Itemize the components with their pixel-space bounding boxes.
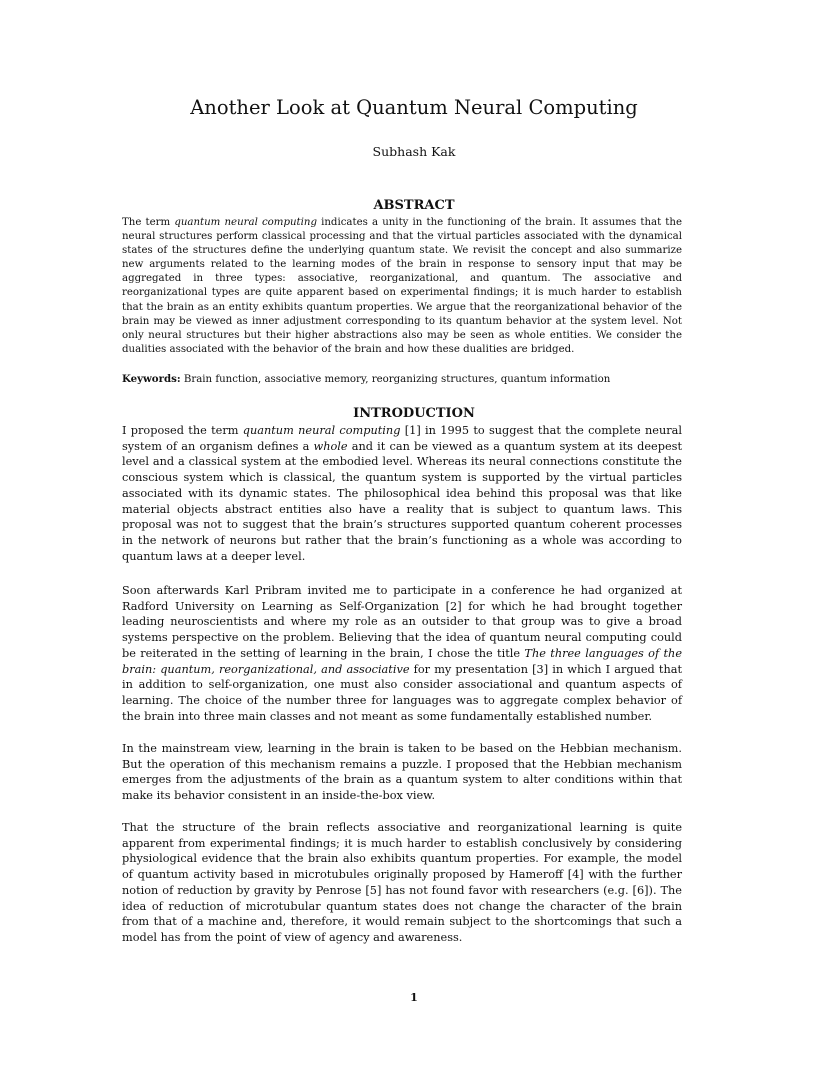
- intro-paragraph-3: In the mainstream view, learning in the brain is taken to be based on the Hebbian mechanism. But the operation of this mechanism remains a puzzle. I proposed that the Hebbian mechanism emerges from the adjustments of the brain as a quantum system to alter conditions within that make its behavior consistent in an inside-the-box view.: [122, 742, 682, 803]
- abstract-emphasis: quantum neural computing: [174, 217, 317, 228]
- introduction-heading: INTRODUCTION: [353, 406, 475, 421]
- paragraph-text: I proposed the term: [122, 424, 243, 437]
- paragraph-emphasis: The three languages of the brain: quantum, reorganizational, and associative: [122, 646, 683, 676]
- paragraph-text: Soon afterwards Karl Pribram invited me to participate in a conference he had organized at Radford University on Learning as Self-Organization [2] for which he had brought together leading neuroscientists and where my role as an outsider to that group was to give a broad systems perspective on the problem. Believing that the idea of quantum neural computing could be reiterated in the setting of learning in the brain, I chose the title: [122, 584, 682, 660]
- keywords-label: Keywords:: [122, 373, 181, 385]
- intro-paragraph-1: [122, 423, 682, 564]
- paragraph-text: [1] in 1995 to suggest that the complete neural system of an organism defines a: [122, 424, 682, 453]
- abstract-text-part: indicates a unity in the functioning of the brain. It assumes that the neural structures perform classical processing and that the virtual particles associated with the dynamical states of the structures define the underlying quantum state. We revisit the concept and also summarize new arguments related to the learning modes of the brain in response to sensory input that may be aggregated in three types: associative, reorganizational, and quantum. The associative and reorganizational types are quite apparent based on experimental findings; it is much harder to establish that the brain as an entity exhibits quantum properties. We argue that the reorganizational behavior of the brain may be viewed as inner adjustment corresponding to its quantum behavior at the system level. Not only neural structures but their higher abstractions also may be seen as whole entities. We consider the dualities associated with the behavior of the brain and how these dualities are bridged.: [122, 217, 682, 355]
- page-number: 1: [410, 991, 418, 1004]
- abstract-text: [122, 216, 682, 357]
- paragraph-text: for my presentation [3] in which I argued that in addition to self-organization, one must also consider associational and quantum aspects of learning. The choice of the number three for languages was to aggregate complex behavior of the brain into three main classes and not meant as some fundamentally established number.: [122, 662, 682, 723]
- paragraph-emphasis: quantum neural computing: [242, 424, 401, 437]
- abstract-text-part: The term: [122, 217, 175, 228]
- keywords-list: Brain function, associative memory, reorganizing structures, quantum information: [180, 374, 611, 385]
- paragraph-text: and it can be viewed as a quantum system at its deepest level and a classical system at the embodied level. Whereas its neural connections constitute the conscious system which is classical, the quantum system is supported by the virtual particles associated with its dynamic states. The philosophical idea behind this proposal was that like material objects abstract entities also have a reality that is subject to quantum laws. This proposal was not to suggest that the brain’s structures supported quantum coherent processes in the network of neurons but rather that the brain’s functioning as a whole was according to quantum laws at a deeper level.: [122, 439, 682, 563]
- intro-paragraph-2: [122, 583, 682, 724]
- author-name: Subhash Kak: [372, 144, 456, 159]
- paragraph-emphasis: whole: [313, 439, 348, 453]
- abstract-heading: ABSTRACT: [373, 198, 455, 213]
- intro-paragraph-4: That the structure of the brain reflects associative and reorganizational learning is quite apparent from experimental findings; it is much harder to establish conclusively by considering physiological evidence that the brain also exhibits quantum properties. For example, the model of quantum activity based in microtubules originally proposed by Hameroff [4] with the further notion of reduction by gravity by Penrose [5] has not found favor with researchers (e.g. [6]). The idea of reduction of microtubular quantum states does not change the character of the brain from that of a machine and, therefore, it would remain subject to the shortcomings that such a model has from the point of view of agency and awareness.: [122, 821, 682, 944]
- paper-title: Another Look at Quantum Neural Computing: [190, 96, 638, 119]
- keywords: [122, 372, 682, 387]
